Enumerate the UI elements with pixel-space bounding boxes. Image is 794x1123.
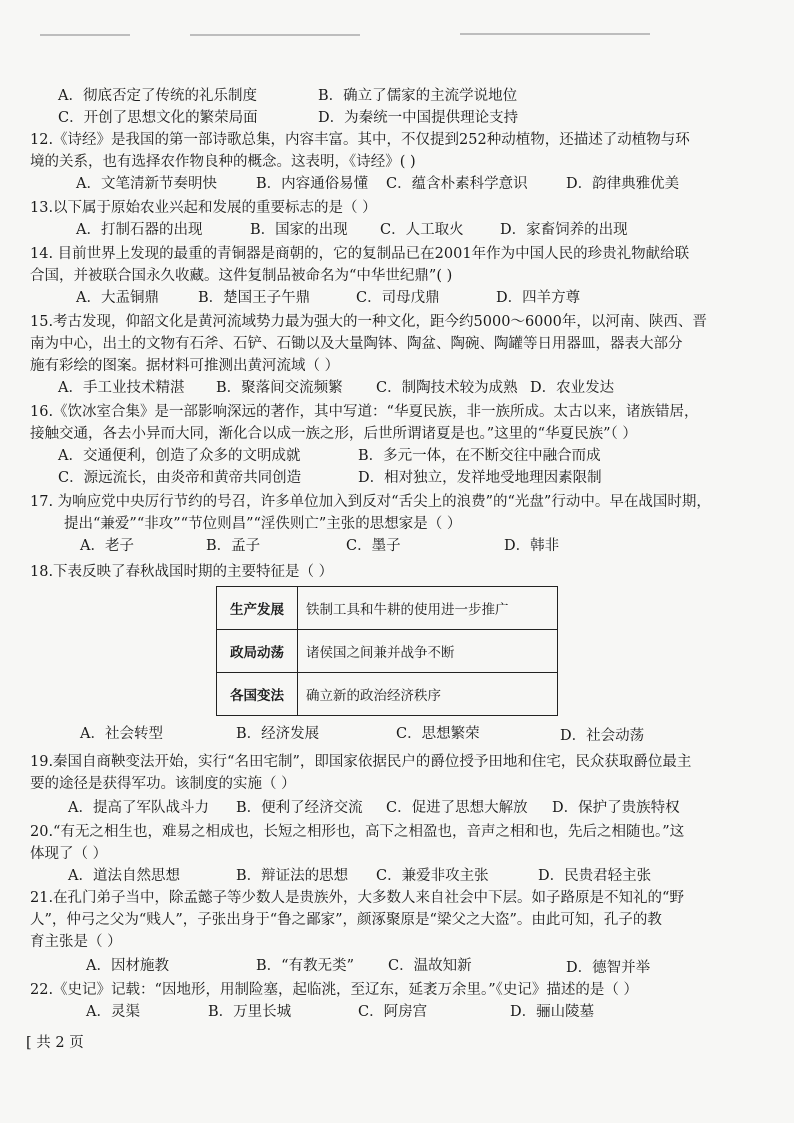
- q18-option-d: D．社会动荡: [560, 728, 645, 744]
- q17-option-c: C．墨子: [346, 538, 401, 554]
- table-cell-key: 生产发展: [217, 587, 298, 630]
- q21-stem-line3: 育主张是（ ）: [30, 934, 122, 950]
- q19-option-c: C．促进了思想大解放: [386, 800, 528, 816]
- table-cell-value: 诸侯国之间兼并战争不断: [298, 630, 558, 673]
- q15-stem-line3: 施有彩绘的图案。据材料可推测出黄河流域（ ）: [30, 358, 340, 374]
- table-cell-key: 各国变法: [217, 673, 298, 716]
- q15-stem-line2: 南为中心，出土的文物有石斧、石铲、石锄以及大量陶钵、陶盆、陶碗、陶罐等日用器皿，器表大部分: [30, 336, 683, 352]
- q21-stem-line1: 21.在孔门弟子当中，除孟懿子等少数人是贵族外，大多数人来自社会中下层。如子路原是不知礼的“野: [30, 890, 684, 906]
- table-cell-key: 政局动荡: [217, 630, 298, 673]
- q20-option-a: A．道法自然思想: [68, 868, 180, 884]
- table-row: [217, 587, 558, 630]
- q18-option-b: B．经济发展: [236, 726, 320, 742]
- q19-option-a: A．提高了军队战斗力: [68, 800, 209, 816]
- q12-stem-line1: 12.《诗经》是我国的第一部诗歌总集，内容丰富。其中，不仅提到252种动植物，还描述了动植物与环: [30, 132, 690, 148]
- q22-stem: 22.《史记》记载：“因地形，用制险塞，起临洮，至辽东，延袤万余里。”《史记》描述的是（ ）: [30, 982, 638, 998]
- q19-stem-line2: 要的途径是获得军功。该制度的实施（ ）: [30, 776, 296, 792]
- q15-stem-line1: 15.考古发现，仰韶文化是黄河流域势力最为强大的一种文化，距今约5000～6000年，以河南、陕西、晋: [30, 314, 707, 330]
- q13-option-a: A．打制石器的出现: [76, 222, 203, 238]
- q15-option-d: D．农业发达: [530, 380, 615, 396]
- scan-mark: [40, 34, 130, 36]
- q20-option-c: C．兼爱非攻主张: [376, 868, 489, 884]
- table-cell-value: 确立新的政治经济秩序: [298, 673, 558, 716]
- q18-option-c: C．思想繁荣: [396, 726, 480, 742]
- q14-option-a: A．大盂铜鼎: [76, 290, 159, 306]
- q12-option-a: A．文笔清新节奏明快: [76, 176, 217, 192]
- q17-stem-line2: 提出“兼爱”“非攻”“节位则昌”“淫佚则亡”主张的思想家是（ ）: [64, 516, 462, 532]
- q12-option-c: C．蕴含朴素科学意识: [386, 176, 528, 192]
- q19-option-b: B．便利了经济交流: [236, 800, 363, 816]
- scan-mark: [460, 33, 650, 35]
- q12-option-d: D．韵律典雅优美: [566, 176, 680, 192]
- q11-option-d: D．为秦统一中国提供理论支持: [318, 110, 519, 126]
- q21-option-b: B．“有教无类”: [256, 958, 354, 974]
- q17-option-a: A．老子: [80, 538, 134, 554]
- q14-option-b: B．楚国王子午鼎: [198, 290, 311, 306]
- scan-mark: [190, 34, 360, 36]
- q17-stem-line1: 17. 为响应党中央厉行节约的号召，许多单位加入到反对“舌尖上的浪费”的“光盘”行动中。早在战国时期，: [30, 494, 711, 510]
- q11-option-a: A．彻底否定了传统的礼乐制度: [58, 88, 257, 104]
- q17-option-b: B．孟子: [206, 538, 261, 554]
- q15-option-a: A．手工业技术精湛: [58, 380, 185, 396]
- q18-option-a: A．社会转型: [80, 726, 163, 742]
- q16-option-c: C．源远流长，由炎帝和黄帝共同创造: [58, 470, 302, 486]
- q21-option-d: D．德智并举: [566, 960, 651, 976]
- q16-option-d: D．相对独立，发祥地受地理因素限制: [358, 470, 602, 486]
- q13-option-d: D．家畜饲养的出现: [500, 222, 628, 238]
- page-count-footer: [ 共 2 页: [26, 1035, 84, 1051]
- q16-option-b: B．多元一体，在不断交往中融合而成: [358, 448, 601, 464]
- q19-option-d: D．保护了贵族特权: [552, 800, 680, 816]
- q14-option-d: D．四羊方尊: [496, 290, 581, 306]
- q14-stem-line2: 合国，并被联合国永久收藏。这件复制品被命名为“中华世纪鼎”( ): [30, 268, 453, 284]
- q21-option-c: C．温故知新: [388, 958, 472, 974]
- table-cell-value: 铁制工具和牛耕的使用进一步推广: [298, 587, 558, 630]
- table-row: [217, 673, 558, 716]
- q22-option-a: A．灵渠: [86, 1004, 140, 1020]
- q14-stem-line1: 14. 目前世界上发现的最重的青铜器是商朝的，它的复制品已在2001年作为中国人民的珍贵礼物献给联: [30, 246, 690, 262]
- q13-stem: 13.以下属于原始农业兴起和发展的重要标志的是（ ）: [30, 200, 377, 216]
- q22-option-d: D．骊山陵墓: [510, 1004, 595, 1020]
- q11-option-b: B．确立了儒家的主流学说地位: [318, 88, 518, 104]
- q12-stem-line2: 境的关系，也有选择农作物良种的概念。这表明，《诗经》( ): [30, 154, 416, 170]
- q13-option-c: C．人工取火: [380, 222, 464, 238]
- q18-table: [216, 586, 558, 716]
- q13-option-b: B．国家的出现: [250, 222, 348, 238]
- q20-option-b: B．辩证法的思想: [236, 868, 349, 884]
- q20-stem-line2: 体现了（ ）: [30, 846, 108, 862]
- q21-stem-line2: 人”，仲弓之父为“贱人”，子张出身于“鲁之鄙家”，颜涿聚原是“梁父之大盗”。由此可知，孔子的教: [30, 912, 662, 928]
- q16-option-a: A．交通便利，创造了众多的文明成就: [58, 448, 301, 464]
- q16-stem-line1: 16.《饮冰室合集》是一部影响深远的著作，其中写道：“华夏民族，非一族所成。太古以来，诸族错居，: [30, 404, 699, 420]
- q22-option-b: B．万里长城: [208, 1004, 292, 1020]
- q21-option-a: A．因材施教: [86, 958, 169, 974]
- table-row: [217, 630, 558, 673]
- q14-option-c: C．司母戊鼎: [356, 290, 440, 306]
- q11-option-c: C．开创了思想文化的繁荣局面: [58, 110, 258, 126]
- q18-stem: 18.下表反映了春秋战国时期的主要特征是（ ）: [30, 564, 334, 580]
- q20-option-d: D．民贵君轻主张: [538, 868, 652, 884]
- q16-stem-line2: 接触交通，各去小异而大同，渐化合以成一族之形，后世所谓诸夏是也。”这里的“华夏民族”（ ）: [30, 426, 637, 442]
- q20-stem-line1: 20.“有无之相生也，难易之相成也，长短之相形也，高下之相盈也，音声之相和也，先后之相随也。”这: [30, 824, 685, 840]
- q12-option-b: B．内容通俗易懂: [256, 176, 369, 192]
- q19-stem-line1: 19.秦国自商鞅变法开始，实行“名田宅制”，即国家依据民户的爵位授予田地和住宅，民众获取爵位最主: [30, 754, 692, 770]
- q15-option-b: B．聚落间交流频繁: [216, 380, 343, 396]
- q17-option-d: D．韩非: [504, 538, 560, 554]
- q15-option-c: C．制陶技术较为成熟: [376, 380, 518, 396]
- q22-option-c: C．阿房宫: [358, 1004, 428, 1020]
